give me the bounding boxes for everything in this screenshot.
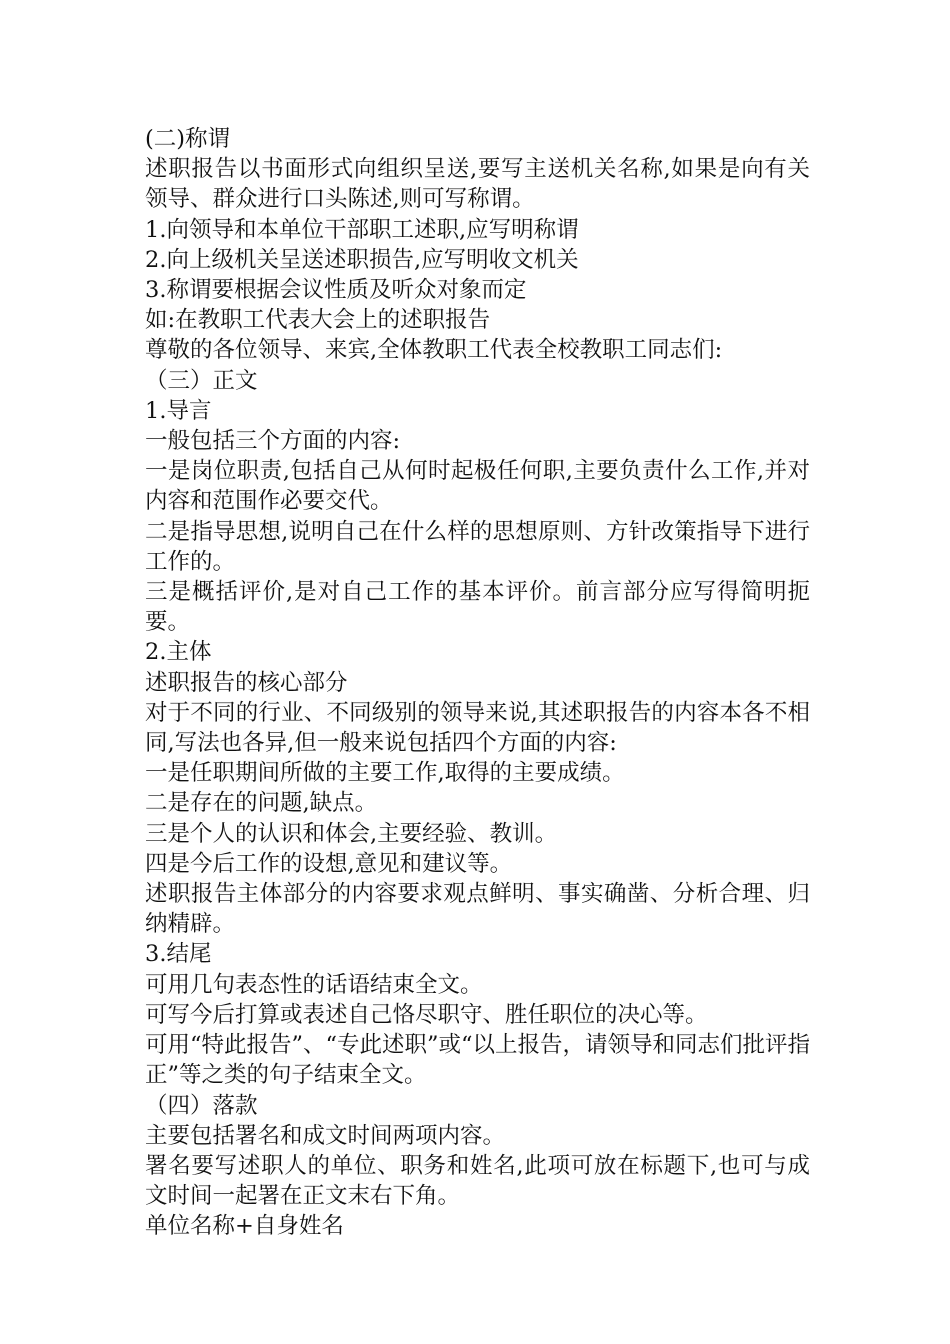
section-heading-body: （三）正文 bbox=[145, 367, 258, 394]
paragraph: 述职报告以书面形式向组织呈送,要写主送机关名称,如果是向有关领导、群众进行口头陈述,则可写称谓。 bbox=[145, 156, 810, 213]
paragraph: 可用几句表态性的话语结束全文。 bbox=[145, 971, 483, 998]
list-item: 四是今后工作的设想,意见和建议等。 bbox=[145, 850, 513, 877]
list-item: 3.称谓要根据会议性质及听众对象而定 bbox=[145, 277, 527, 304]
list-item: 二是存在的问题,缺点。 bbox=[145, 790, 378, 817]
section-heading-signature: （四）落款 bbox=[145, 1092, 258, 1119]
paragraph: 述职报告主体部分的内容要求观点鲜明、事实确凿、分析合理、归纳精辟。 bbox=[145, 881, 810, 938]
example-line: 尊敬的各位领导、来宾,全体教职工代表全校教职工同志们: bbox=[145, 337, 723, 364]
paragraph: 单位名称+自身姓名 bbox=[145, 1213, 344, 1240]
subheading-introduction: 1.导言 bbox=[145, 397, 212, 424]
paragraph: 对于不同的行业、不同级别的领导来说,其述职报告的内容本各不相同,写法也各异,但一般来说包括四个方面的内容: bbox=[145, 699, 810, 757]
list-item: 三是个人的认识和体会,主要经验、教训。 bbox=[145, 820, 558, 847]
example-line: 如:在教职工代表大会上的述职报告 bbox=[145, 307, 491, 334]
paragraph: 二是指导思想,说明自己在什么样的思想原则、方针改策指导下进行工作的。 bbox=[145, 518, 810, 575]
paragraph: 一是岗位职责,包括自己从何时起极任何职,主要负责什么工作,并对内容和范围作必要交代。 bbox=[145, 458, 810, 515]
list-item: 2.向上级机关呈送述职损告,应写明收文机关 bbox=[145, 246, 579, 273]
paragraph: 可写今后打算或表述自己恪尽职守、胜任职位的决心等。 bbox=[145, 1001, 708, 1028]
paragraph: 一般包括三个方面的内容: bbox=[145, 428, 401, 455]
paragraph: 可用“特此报告”、“专此述职”或“以上报告，请领导和同志们批评指正”等之类的句子结束全文。 bbox=[145, 1032, 811, 1089]
paragraph: 述职报告的核心部分 bbox=[145, 669, 348, 696]
list-item: 1.向领导和本单位干部职工述职,应写明称谓 bbox=[145, 216, 579, 243]
section-heading-salutation: (二)称谓 bbox=[145, 126, 231, 152]
subheading-conclusion: 3.结尾 bbox=[145, 941, 212, 968]
subheading-main-body: 2.主体 bbox=[145, 639, 212, 666]
paragraph: 署名要写述职人的单位、职务和姓名,此项可放在标题下,也可与成文时间一起署在正文末右下角。 bbox=[145, 1152, 810, 1210]
document-body bbox=[145, 124, 810, 1242]
list-item: 一是任职期间所做的主要工作,取得的主要成绩。 bbox=[145, 760, 625, 787]
paragraph: 主要包括署名和成文时间两项内容。 bbox=[145, 1122, 506, 1149]
paragraph: 三是概括评价,是对自己工作的基本评价。前言部分应写得简明扼要。 bbox=[145, 579, 810, 636]
